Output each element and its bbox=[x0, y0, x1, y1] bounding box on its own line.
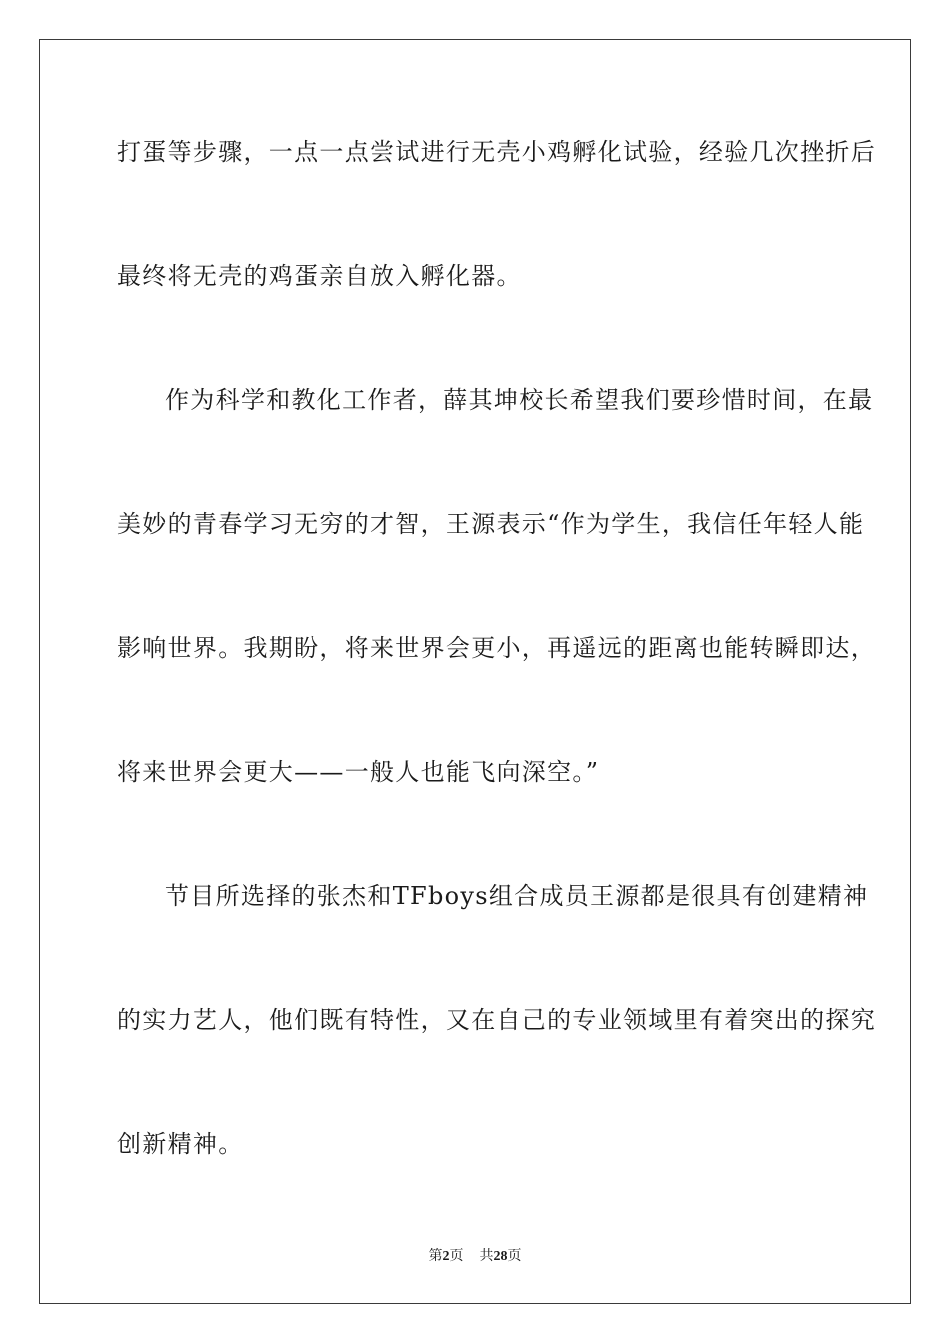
paragraph-line: 创新精神。 bbox=[117, 1130, 244, 1158]
page-suffix: 页 bbox=[449, 1249, 464, 1264]
total-suffix: 页 bbox=[507, 1249, 522, 1264]
page-number: 2 bbox=[442, 1249, 450, 1264]
page-prefix: 第 bbox=[428, 1249, 443, 1264]
paragraph-line: 影响世界。我期盼，将来世界会更小，再遥远的距离也能转瞬即达， bbox=[117, 634, 876, 662]
paragraph-line: 打蛋等步骤，一点一点尝试进行无壳小鸡孵化试验，经验几次挫折后 bbox=[117, 138, 876, 166]
paragraph-line: 最终将无壳的鸡蛋亲自放入孵化器。 bbox=[117, 262, 522, 290]
total-prefix: 共 bbox=[479, 1249, 494, 1264]
page-footer bbox=[0, 1248, 950, 1266]
page-border bbox=[39, 39, 911, 1304]
paragraph-line: 节目所选择的张杰和TFboys组合成员王源都是很具有创建精神 bbox=[165, 882, 869, 910]
paragraph-line: 美妙的青春学习无穷的才智，王源表示“作为学生，我信任年轻人能 bbox=[117, 510, 865, 538]
paragraph-line: 作为科学和教化工作者，薛其坤校长希望我们要珍惜时间，在最 bbox=[165, 386, 874, 414]
paragraph-line: 将来世界会更大——一般人也能飞向深空。” bbox=[117, 758, 600, 786]
paragraph-line: 的实力艺人，他们既有特性，又在自己的专业领域里有着突出的探究 bbox=[117, 1006, 876, 1034]
total-pages: 28 bbox=[493, 1249, 508, 1264]
